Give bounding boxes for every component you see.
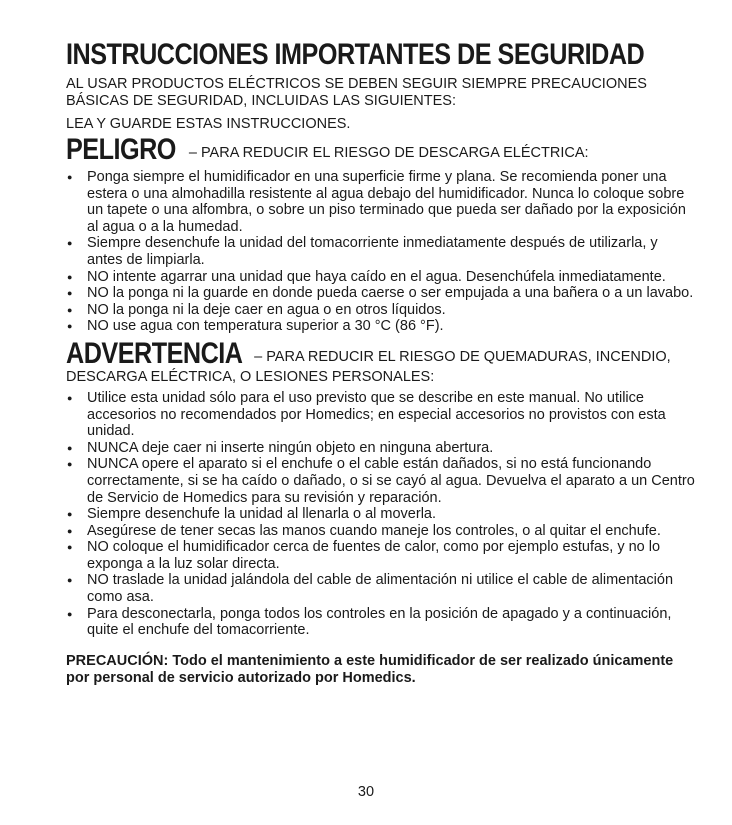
list-item: ● Utilice esta unidad sólo para el uso previsto que se describe en este manual. No utilice accesorios no recomendados por Homedics; en especial accesorios no provistos con esta unidad. [66,390,696,440]
list-item: ● Para desconectarla, ponga todos los controles en la posición de apagado y a continuación, quite el enchufe del tomacorriente. [66,606,696,639]
warning-heading [66,336,696,386]
list-item: ● Siempre desenchufe la unidad al llenarla o al moverla. [66,506,696,523]
list-item: ● NO intente agarrar una unidad que haya caído en el agua. Desenchúfela inmediatamente. [66,269,696,286]
list-item: ● Siempre desenchufe la unidad del tomacorriente inmediatamente después de utilizarla, y antes de limpiarla. [66,235,696,268]
list-item: ● NO use agua con temperatura superior a 30 °C (86 °F). [66,318,696,335]
list-item: ● NO traslade la unidad jalándola del cable de alimentación ni utilice el cable de alimentación como asa. [66,572,696,605]
warning-label: ADVERTENCIA [66,336,243,370]
warning-list [66,390,696,639]
list-item: ● NUNCA deje caer ni inserte ningún objeto en ninguna abertura. [66,440,696,457]
danger-subtitle: – PARA REDUCIR EL RIESGO DE DESCARGA ELÉCTRICA: [184,145,589,161]
intro-text: AL USAR PRODUCTOS ELÉCTRICOS SE DEBEN SEGUIR SIEMPRE PRECAUCIONES BÁSICAS DE SEGURIDAD, INCLUIDAS LAS SIGUIENTES: [66,76,647,109]
danger-list [66,169,696,335]
warning-subtitle: – PARA REDUCIR EL RIESGO DE QUEMADURAS, INCENDIO, DESCARGA ELÉCTRICA, O LESIONES PERSONALES: [66,348,671,385]
caution-note: PRECAUCIÓN: Todo el mantenimiento a este humidificador de ser realizado únicamente por personal de servicio autorizado por Homedics. [66,652,674,686]
read-keep-text: LEA Y GUARDE ESTAS INSTRUCCIONES. [66,116,351,132]
page-title: INSTRUCCIONES IMPORTANTES DE SEGURIDAD [66,38,645,71]
list-item: ● Ponga siempre el humidificador en una superficie firme y plana. Se recomienda poner una estera o una almohadilla resistente al agua debajo del humidificador. Nunca lo coloque sobre un tapete o una alfombra, o sobre un piso terminado que pueda ser dañado por la exposición al agua o a la humedad. [66,169,696,235]
list-item: ● NO coloque el humidificador cerca de fuentes de calor, como por ejemplo estufas, y no lo exponga a la luz solar directa. [66,539,696,572]
list-item: ● NO la ponga ni la guarde en donde pueda caerse o ser empujada a una bañera o a un lavabo. [66,285,696,302]
list-item: ● NO la ponga ni la deje caer en agua o en otros líquidos. [66,302,696,319]
manual-page [66,38,696,687]
page-number: 30 [357,784,375,800]
danger-label: PELIGRO [66,133,176,166]
list-item: ● NUNCA opere el aparato si el enchufe o el cable están dañados, si no está funcionando correctamente, si se ha caído o dañado, o si se cayó al agua. Devuelva el aparato a un Centro de Servicio de Homedics para su revisión y reparación. [66,456,696,506]
danger-heading [66,135,696,165]
list-item: ● Asegúrese de tener secas las manos cuando maneje los controles, o al quitar el enchufe. [66,523,696,540]
